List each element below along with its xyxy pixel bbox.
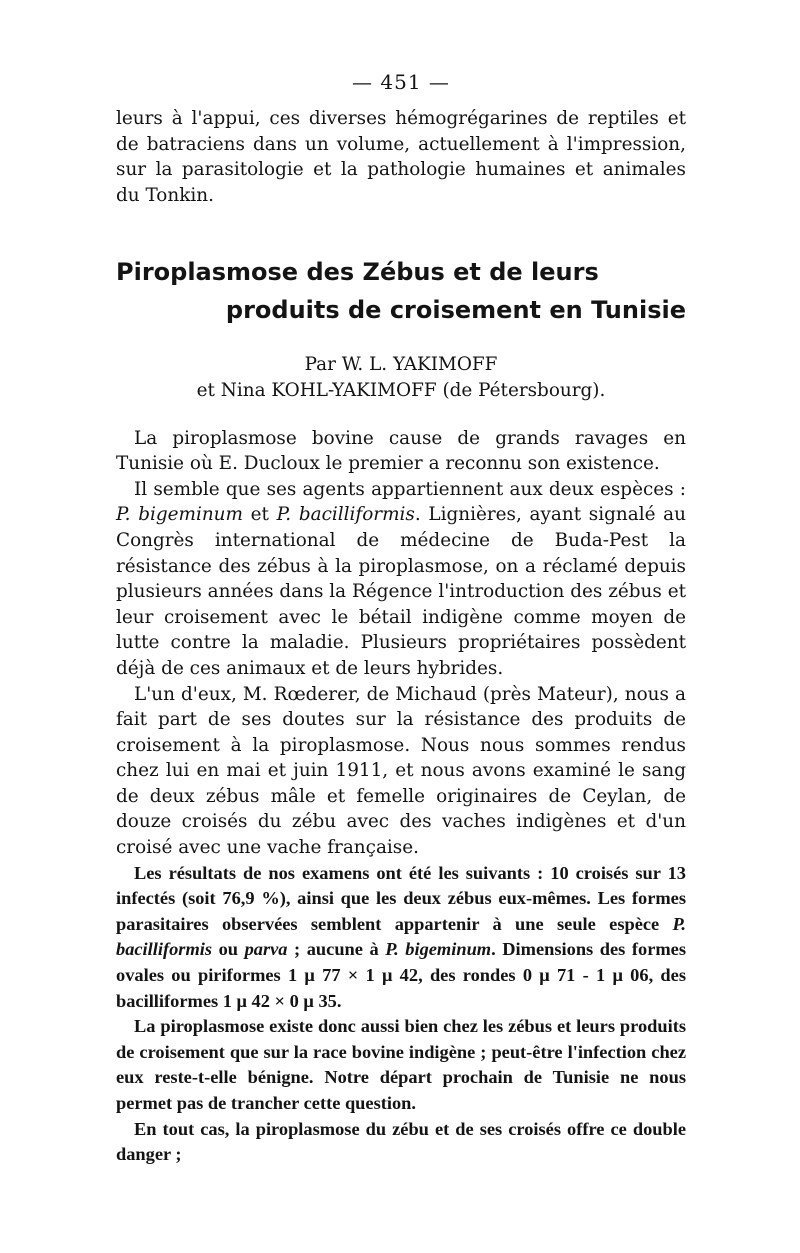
species-name: P. bigeminum: [116, 504, 243, 526]
paragraph-5: La piroplasmose existe donc aussi bien chez les zébus et leurs produits de croisement que sur la race bovine indigène ; peut-être l'infection chez eux reste-t-elle bénigne. Notre départ prochain de Tunisie ne nous permet pas de trancher cette question.: [116, 1016, 686, 1113]
species-name: P. bacilliformis: [276, 504, 415, 526]
title-line-2: produits de croisement en Tunisie: [225, 296, 686, 325]
title-line-1: Piroplasmose des Zébus et de leurs: [116, 258, 599, 287]
species-name: parva: [244, 939, 288, 960]
article-body: [116, 426, 686, 1168]
paragraph-2-text-c: . Lignières, ayant signalé au Congrès international de médecine de Buda-Pest la résistance des zébus à la piroplasmose, on a réclamé depuis plusieurs années dans la Régence l'introduction des zébus et leur croisement avec le bétail indigène comme moyen de lutte contre la maladie. Plusieurs propriétaires possèdent déjà de ces animaux et de leurs hybrides.: [116, 504, 686, 679]
paragraph-4-text-a: Les résultats de nos examens ont été les suivants : 10 croisés sur 13 infectés (soit 76,9 %), ainsi que les deux zébus eux-mêmes. Les formes parasitaires observées semblent appartenir à une seule espèce: [116, 862, 686, 934]
paragraph-4: [116, 861, 686, 1015]
paragraph-2-text-b: et: [242, 504, 277, 526]
page-number: — 451 —: [352, 70, 450, 94]
authors-line-2: et Nina KOHL-YAKIMOFF (de Pétersbourg).: [196, 379, 606, 401]
paragraph-2-text-a: Il semble que ses agents appartiennent aux deux espèces :: [134, 478, 686, 500]
page: [116, 70, 686, 1168]
authors-line-1: Par W. L. YAKIMOFF: [304, 354, 498, 376]
paragraph-4-text-c: ; aucune à: [287, 939, 386, 960]
article-title: [116, 256, 686, 326]
paragraph-6: En tout cas, la piroplasmose du zébu et de ses croisés offre ce double danger ;: [116, 1118, 686, 1165]
intro-paragraph: leurs à l'appui, ces diverses hémogrégarines de reptiles et de batraciens dans un volume, actuellement à l'impression, sur la parasitologie et la pathologie humaines et animales du Tonkin.: [116, 108, 686, 206]
species-name: P. bigeminum: [385, 939, 492, 960]
paragraph-1: La piroplasmose bovine cause de grands ravages en Tunisie où E. Ducloux le premier a reconnu son existence.: [116, 427, 686, 475]
authors: [116, 352, 686, 403]
paragraph-3: L'un d'eux, M. Rœderer, de Michaud (près Mateur), nous a fait part de ses doutes sur la résistance des produits de croisement à la piroplasmose. Nous nous sommes rendus chez lui en mai et juin 1911, et nous avons examiné le sang de deux zébus mâle et femelle originaires de Ceylan, de douze croisés du zébu avec des vaches indigènes et d'un croisé avec une vache française.: [116, 683, 686, 859]
species-name: P. bacilliformis: [116, 913, 686, 960]
paragraph-2: [116, 477, 686, 682]
paragraph-4-text-b: ou: [212, 939, 245, 960]
paragraph-4-text-d: . Dimensions des formes ovales ou piriformes 1 μ 77 × 1 μ 42, des rondes 0 μ 71 - 1 μ 06, des bacilliformes 1 μ 42 × 0 μ 35.: [116, 939, 686, 1011]
